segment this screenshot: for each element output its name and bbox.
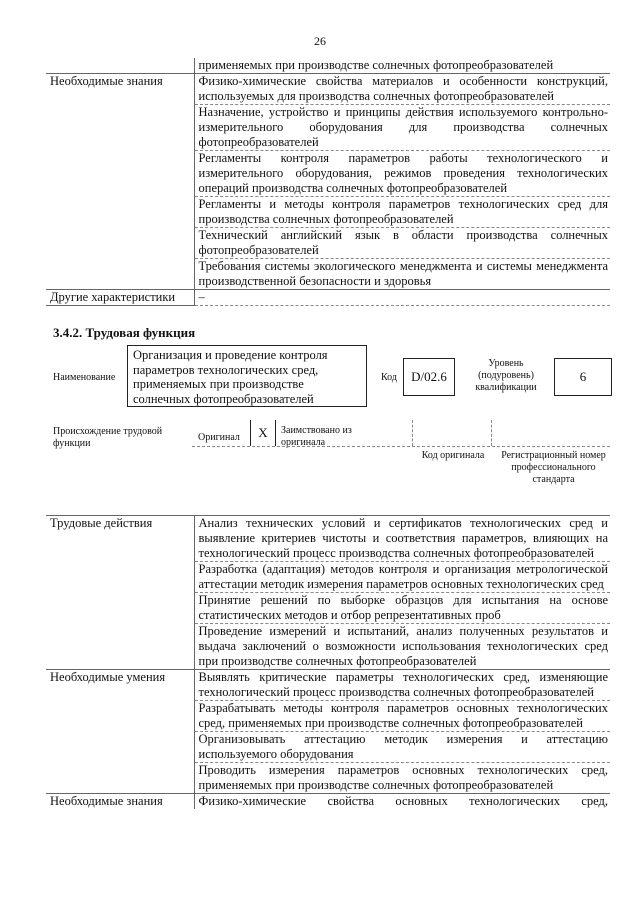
table-cell: Разрабатывать методы контроля параметров основных технологических сред, применяемых при производстве солнечных фотопреобразователей xyxy=(194,701,610,732)
reg-number-label: Регистрационный номер профессионального стандарта xyxy=(501,450,606,485)
table-cell: Разработка (адаптация) методов контроля и организация метрологической аттестации методик измерения параметров основных технологических сред xyxy=(194,562,610,593)
table-cell: Организовывать аттестацию методик измерения и аттестацию используемого оборудования xyxy=(194,732,610,763)
table-cell: – xyxy=(194,290,610,306)
table-cell: Проведение измерений и испытаний, анализ полученных результатов и выдача заключений о возможности использования технологических сред при производстве солнечных фотопреобразователей xyxy=(194,624,610,670)
code-label: Код xyxy=(381,372,397,383)
level-label: Уровень (подуровень) квалификации xyxy=(475,358,537,393)
origin-label: Происхождение трудовой функции xyxy=(53,426,163,449)
row-label: Необходимые умения xyxy=(46,670,194,794)
row-label: Другие характеристики xyxy=(46,290,194,306)
table-cell: Технический английский язык в области производства солнечных фотопреобразователей xyxy=(194,228,610,259)
table-cell: применяемых при производстве солнечных фотопреобразователей xyxy=(194,58,610,74)
table-row xyxy=(46,74,610,105)
function-code-box: D/02.6 xyxy=(403,358,455,396)
table-cell: Физико-химические свойства основных технологических сред, xyxy=(194,794,610,810)
labor-function-table xyxy=(46,515,610,809)
borrowed-label: Заимствовано из оригинала xyxy=(281,425,352,448)
table-cell: Анализ технических условий и сертификатов технологических сред и выявление критериев чистоты и соответствия параметров, влияющих на технологический процесс производства солнечных фотопреобразователей xyxy=(194,516,610,562)
table-row xyxy=(46,794,610,810)
table-cell: Выявлять критические параметры технологических сред, изменяющие технологический процесс производства солнечных фотопреобразователей xyxy=(194,670,610,701)
table-cell: Проводить измерения параметров основных технологических сред, применяемых при производстве солнечных фотопреобразователей xyxy=(194,763,610,794)
qualification-level-box: 6 xyxy=(554,358,612,396)
original-checkbox: X xyxy=(250,420,276,446)
table-cell: Регламенты контроля параметров работы технологического и измерительного оборудования, режимов проведения технологических операций производства солнечных фотопреобразователей xyxy=(194,151,610,197)
table-cell: Регламенты и методы контроля параметров технологических сред для производства солнечных фотопреобразователей xyxy=(194,197,610,228)
page-number: 26 xyxy=(314,34,326,48)
table-cell: Назначение, устройство и принципы действия используемого контрольно-измерительного оборудования для производства солнечных фотопреобразователей xyxy=(194,105,610,151)
table-cell: Принятие решений по выборке образцов для испытания на основе статистических методов и отбор репрезентативных проб xyxy=(194,593,610,624)
name-label: Наименование xyxy=(53,372,116,383)
origin-divider xyxy=(491,420,492,446)
table-row xyxy=(46,670,610,701)
row-label: Необходимые знания xyxy=(46,74,194,290)
table-row xyxy=(46,58,610,74)
origin-underline xyxy=(192,446,610,447)
table-cell: Требования системы экологического менеджмента и системы менеджмента производственной безопасности и здоровья xyxy=(194,259,610,290)
table-cell: Физико-химические свойства материалов и особенности конструкций, используемых для производства солнечных фотопреобразователей xyxy=(194,74,610,105)
requirements-table-continued xyxy=(46,58,610,306)
origin-divider xyxy=(412,420,413,446)
function-name-box: Организация и проведение контроля параметров технологических сред, применяемых при производстве солнечных фотопреобразователей xyxy=(127,345,367,407)
original-label: Оригинал xyxy=(198,432,240,443)
row-label xyxy=(46,58,194,74)
row-label: Трудовые действия xyxy=(46,516,194,670)
code-original-label: Код оригинала xyxy=(421,450,485,461)
row-label: Необходимые знания xyxy=(46,794,194,810)
table-row xyxy=(46,290,610,306)
table-row xyxy=(46,516,610,562)
section-heading: 3.4.2. Трудовая функция xyxy=(53,325,196,340)
